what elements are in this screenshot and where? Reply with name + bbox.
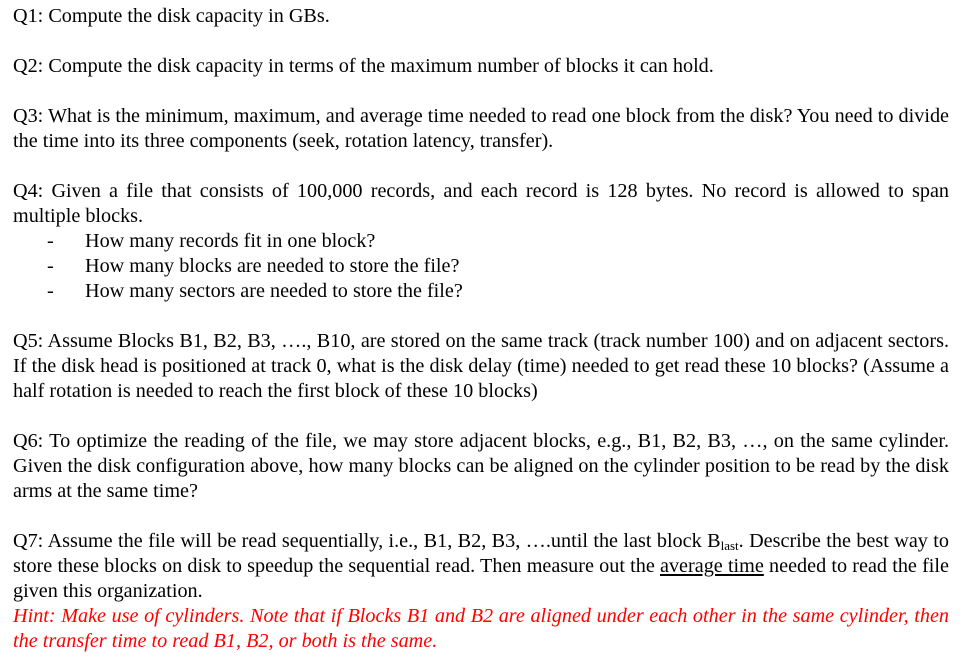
question-7-text-part2: . Describe the best way to store these blocks on disk to speedup the sequential read. Then measure out the (13, 530, 949, 577)
bullet-dash: - (47, 280, 54, 302)
question-4-bullet-list (13, 229, 949, 304)
bullet-text: How many blocks are needed to store the file? (85, 255, 460, 277)
question-4 (13, 179, 949, 304)
assignment-document (13, 4, 949, 654)
question-7-text-part3: needed to read the file given this organization. (13, 555, 949, 602)
question-5: Q5: Assume Blocks B1, B2, B3, …., B10, are stored on the same track (track number 100) and on adjacent sectors. If the disk head is positioned at track 0, what is the disk delay (time) needed to get read these 10 blocks? (Assume a half rotation is needed to reach the first block of these 10 blocks) (13, 330, 949, 402)
question-7-text-part1: Q7: Assume the file will be read sequentially, i.e., B1, B2, B3, ….until the last block B (13, 530, 721, 552)
question-4-intro: Q4: Given a file that consists of 100,000 records, and each record is 128 bytes. No record is allowed to span multiple blocks. (13, 180, 949, 227)
bullet-dash: - (47, 255, 54, 277)
bullet-text: How many records fit in one block? (85, 230, 376, 252)
list-item (13, 229, 949, 254)
question-7-underlined-phrase: average time (660, 555, 764, 577)
bullet-dash: - (47, 230, 54, 252)
question-7-hint: Hint: Make use of cylinders. Note that if Blocks B1 and B2 are aligned under each other in the same cylinder, then the transfer time to read B1, B2, or both is the same. (13, 605, 949, 652)
list-item (13, 279, 949, 304)
question-1: Q1: Compute the disk capacity in GBs. (13, 5, 330, 27)
question-6: Q6: To optimize the reading of the file, we may store adjacent blocks, e.g., B1, B2, B3, …, on the same cylinder. Given the disk configuration above, how many blocks can be aligned on the cylinder position to be read by the disk arms at the same time? (13, 430, 949, 502)
question-7-subscript: last (720, 538, 739, 553)
question-7 (13, 529, 949, 654)
question-2: Q2: Compute the disk capacity in terms of the maximum number of blocks it can hold. (13, 55, 714, 77)
list-item (13, 254, 949, 279)
bullet-text: How many sectors are needed to store the file? (85, 280, 463, 302)
question-3: Q3: What is the minimum, maximum, and average time needed to read one block from the disk? You need to divide the time into its three components (seek, rotation latency, transfer). (13, 105, 949, 152)
question-7-body (13, 529, 949, 604)
